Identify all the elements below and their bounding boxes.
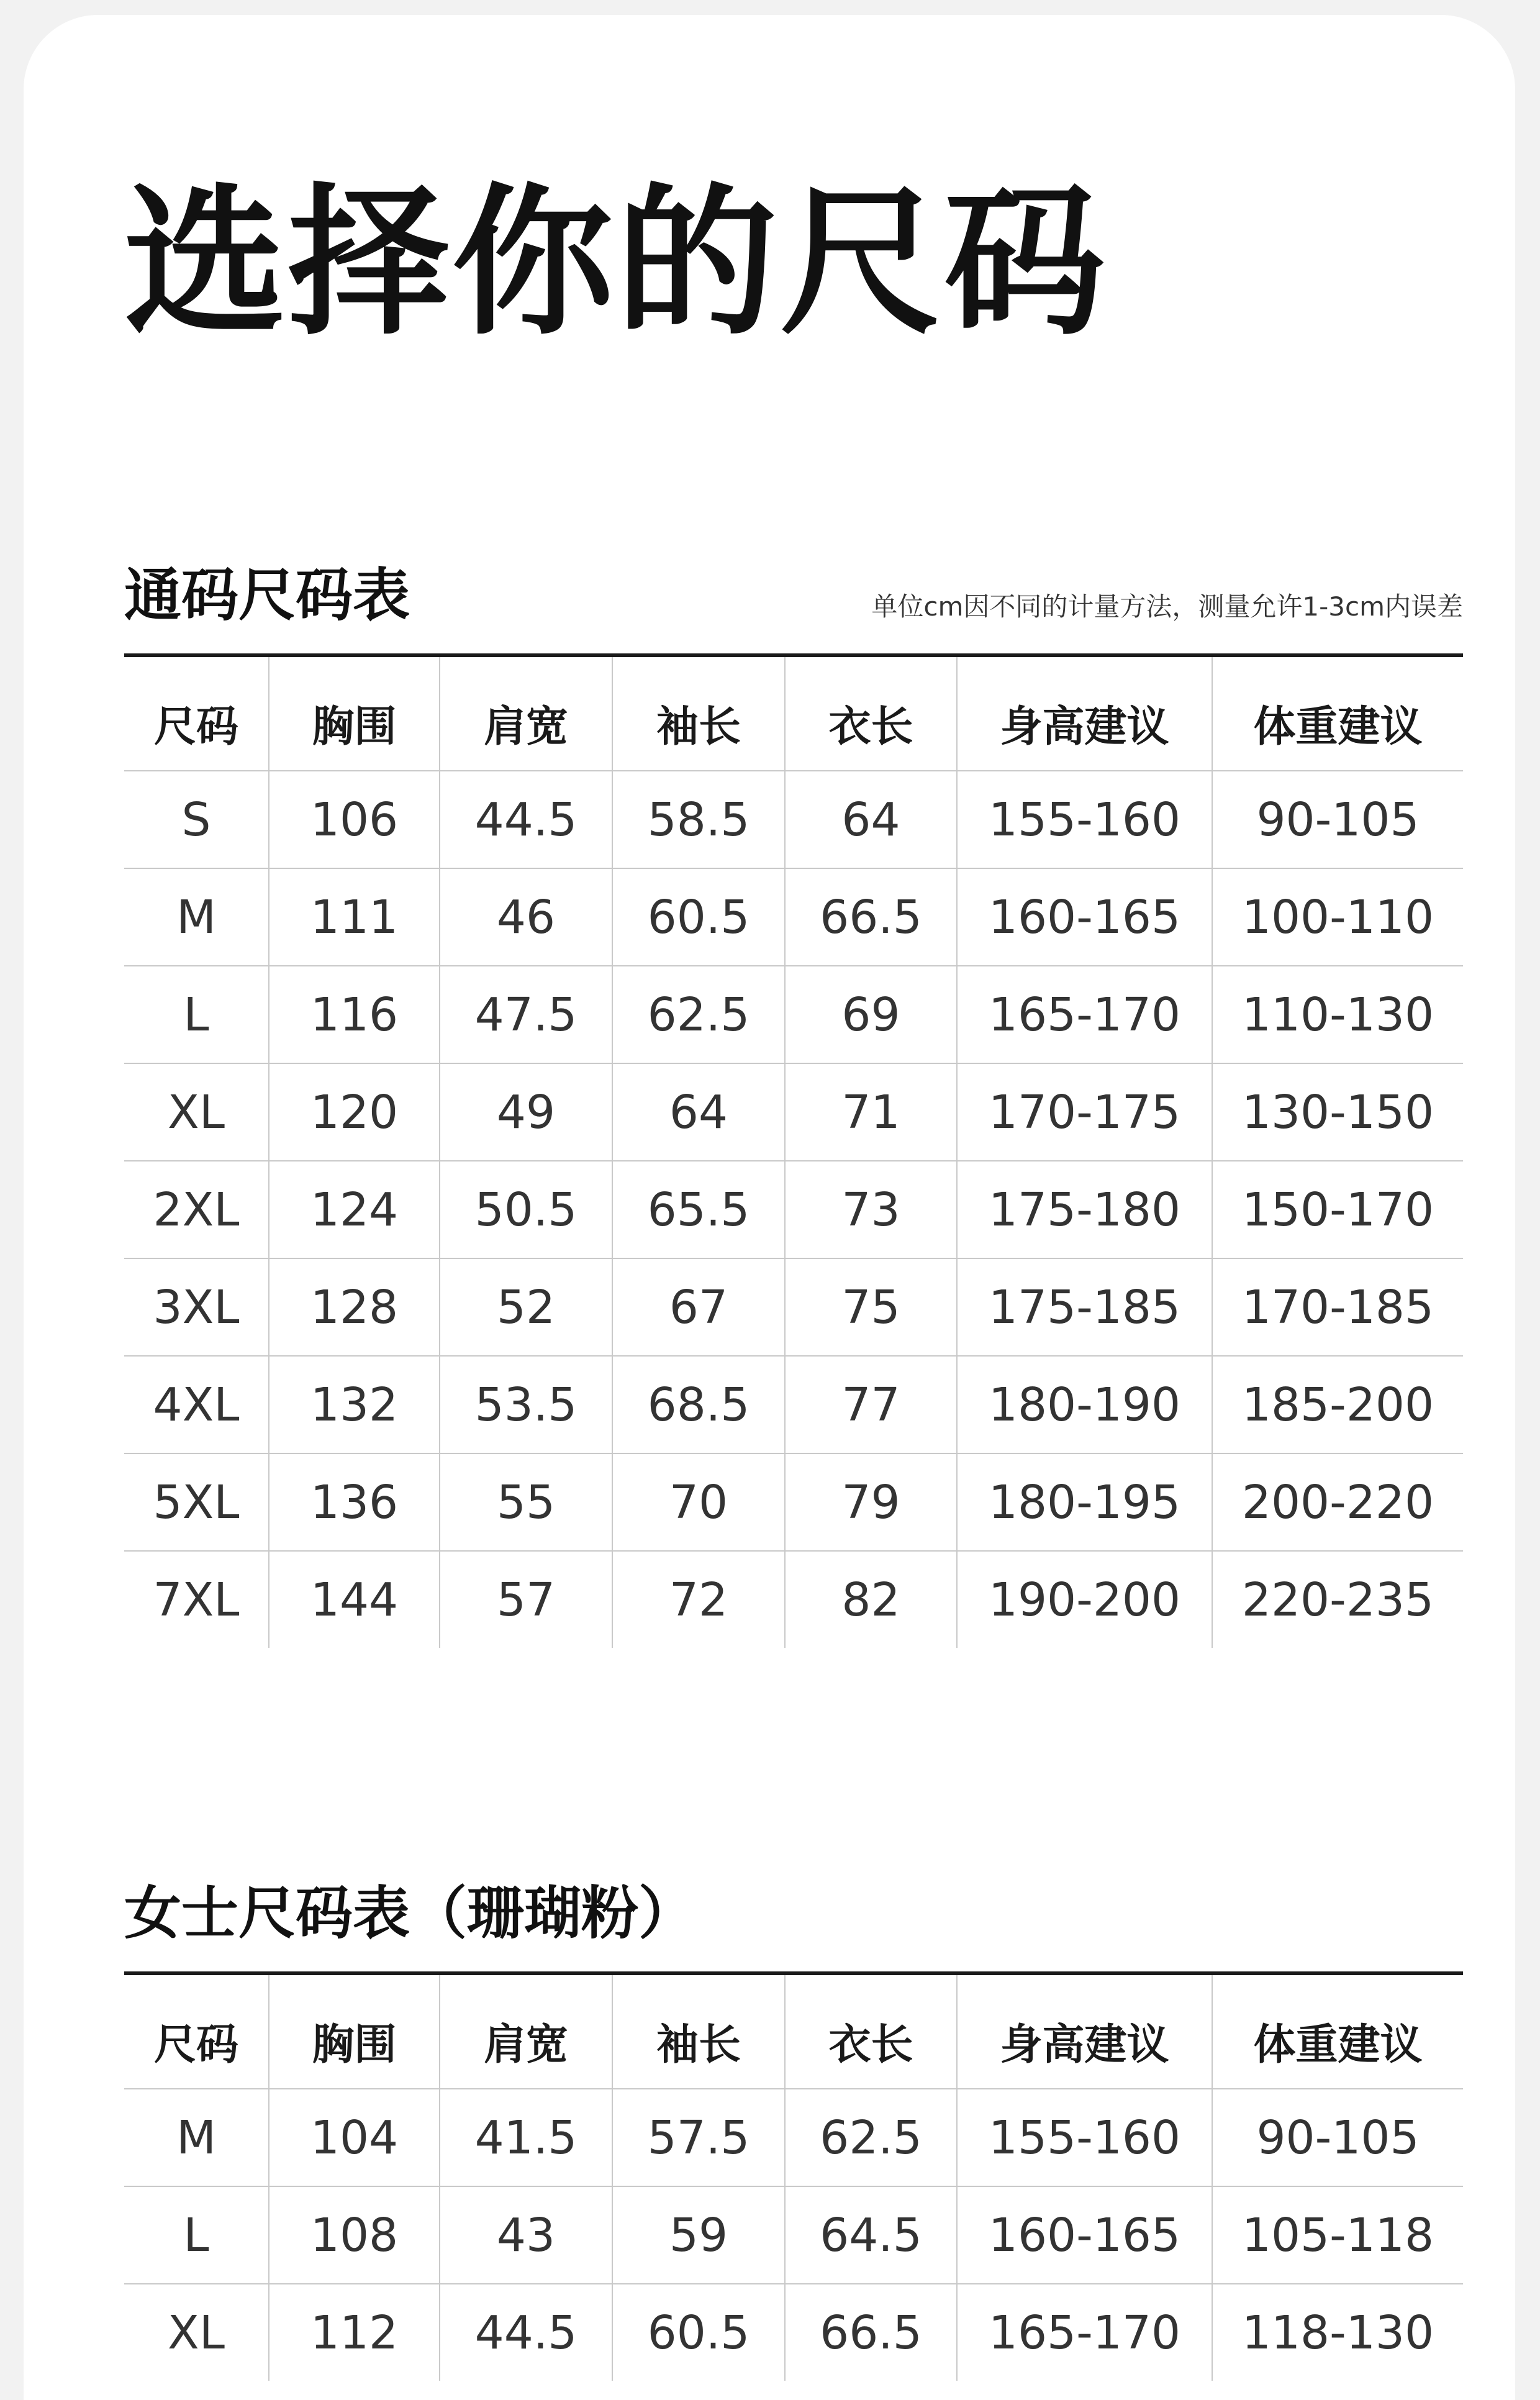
- table-header-row: [124, 1975, 1463, 2089]
- cell-weight: 130-150: [1212, 1063, 1463, 1161]
- cell-weight: 90-105: [1212, 2089, 1463, 2186]
- size-chart-card: [24, 15, 1515, 2400]
- column-header-sleeve: 袖长: [612, 657, 785, 771]
- column-header-chest: 胸围: [269, 657, 440, 771]
- column-header-chest: 胸围: [269, 1975, 440, 2089]
- cell-sleeve: 57.5: [612, 2089, 785, 2186]
- column-header-size: 尺码: [153, 702, 238, 752]
- table-row: [124, 2186, 1463, 2284]
- cell-chest: 106: [269, 771, 440, 868]
- cell-chest: 108: [269, 2186, 440, 2284]
- cell-length: 71: [785, 1063, 957, 1161]
- cell-weight: 90-105: [1212, 771, 1463, 868]
- cell-length: 64.5: [785, 2186, 957, 2284]
- cell-height: 180-195: [957, 1453, 1212, 1551]
- cell-shoulder: 52: [440, 1258, 612, 1356]
- cell-height: 165-170: [957, 2284, 1212, 2381]
- measurement-note: 单位cm因不同的计量方法，测量允许1-3cm内误差: [871, 591, 1463, 622]
- cell-weight: 185-200: [1212, 1356, 1463, 1453]
- cell-height: 175-185: [957, 1258, 1212, 1356]
- cell-chest: 136: [269, 1453, 440, 1551]
- table-row: [124, 1356, 1463, 1453]
- cell-height: 155-160: [957, 2089, 1212, 2186]
- column-header-sleeve: 袖长: [612, 1975, 785, 2089]
- cell-sleeve: 67: [612, 1258, 785, 1356]
- cell-weight: 110-130: [1212, 966, 1463, 1063]
- table-row: [124, 966, 1463, 1063]
- cell-sleeve: 72: [612, 1551, 785, 1648]
- cell-shoulder: 57: [440, 1551, 612, 1648]
- table-row: [124, 1551, 1463, 1648]
- cell-height: 165-170: [957, 966, 1212, 1063]
- cell-length: 75: [785, 1258, 957, 1356]
- cell-chest: 111: [269, 868, 440, 966]
- women-size-table: [124, 1975, 1463, 2381]
- cell-size: XL: [124, 2284, 269, 2381]
- column-header-shoulder: 肩宽: [440, 657, 612, 771]
- cell-shoulder: 43: [440, 2186, 612, 2284]
- cell-size: M: [124, 2089, 269, 2186]
- cell-weight: 220-235: [1212, 1551, 1463, 1648]
- cell-size: 3XL: [124, 1258, 269, 1356]
- cell-shoulder: 44.5: [440, 2284, 612, 2381]
- cell-weight: 150-170: [1212, 1161, 1463, 1258]
- cell-length: 77: [785, 1356, 957, 1453]
- column-header-length: 衣长: [785, 657, 957, 771]
- cell-length: 66.5: [785, 868, 957, 966]
- cell-shoulder: 55: [440, 1453, 612, 1551]
- cell-chest: 132: [269, 1356, 440, 1453]
- unisex-section-title: 通码尺码表: [124, 562, 410, 629]
- cell-height: 170-175: [957, 1063, 1212, 1161]
- cell-sleeve: 59: [612, 2186, 785, 2284]
- cell-weight: 118-130: [1212, 2284, 1463, 2381]
- column-header-height: 身高建议: [957, 657, 1212, 771]
- cell-shoulder: 47.5: [440, 966, 612, 1063]
- unisex-size-section: [124, 554, 1463, 1648]
- cell-chest: 124: [269, 1161, 440, 1258]
- cell-shoulder: 53.5: [440, 1356, 612, 1453]
- cell-sleeve: 60.5: [612, 2284, 785, 2381]
- cell-length: 82: [785, 1551, 957, 1648]
- cell-size: L: [124, 966, 269, 1063]
- cell-sleeve: 65.5: [612, 1161, 785, 1258]
- cell-height: 160-165: [957, 868, 1212, 966]
- cell-sleeve: 68.5: [612, 1356, 785, 1453]
- page-title: 选择你的尺码: [124, 170, 1108, 357]
- table-row: [124, 868, 1463, 966]
- column-header-weight: 体重建议: [1212, 657, 1463, 771]
- unisex-size-table: [124, 657, 1463, 1648]
- cell-size: S: [124, 771, 269, 868]
- cell-size: L: [124, 2186, 269, 2284]
- cell-weight: 170-185: [1212, 1258, 1463, 1356]
- cell-length: 73: [785, 1161, 957, 1258]
- cell-shoulder: 46: [440, 868, 612, 966]
- column-header-weight: 体重建议: [1212, 1975, 1463, 2089]
- women-size-section: [124, 1872, 1463, 2381]
- cell-sleeve: 58.5: [612, 771, 785, 868]
- column-header-size: 尺码: [153, 2020, 238, 2070]
- cell-sleeve: 62.5: [612, 966, 785, 1063]
- cell-shoulder: 44.5: [440, 771, 612, 868]
- column-header-length: 衣长: [785, 1975, 957, 2089]
- cell-sleeve: 64: [612, 1063, 785, 1161]
- table-row: [124, 2089, 1463, 2186]
- cell-size: XL: [124, 1063, 269, 1161]
- cell-length: 69: [785, 966, 957, 1063]
- cell-shoulder: 41.5: [440, 2089, 612, 2186]
- cell-chest: 104: [269, 2089, 440, 2186]
- table-row: [124, 1063, 1463, 1161]
- cell-height: 155-160: [957, 771, 1212, 868]
- table-row: [124, 1453, 1463, 1551]
- cell-length: 79: [785, 1453, 957, 1551]
- cell-shoulder: 49: [440, 1063, 612, 1161]
- table-header-row: [124, 657, 1463, 771]
- cell-chest: 144: [269, 1551, 440, 1648]
- cell-sleeve: 60.5: [612, 868, 785, 966]
- column-header-shoulder: 肩宽: [440, 1975, 612, 2089]
- cell-chest: 112: [269, 2284, 440, 2381]
- table-row: [124, 771, 1463, 868]
- cell-length: 64: [785, 771, 957, 868]
- column-header-height: 身高建议: [957, 1975, 1212, 2089]
- table-row: [124, 2284, 1463, 2381]
- cell-chest: 120: [269, 1063, 440, 1161]
- table-row: [124, 1161, 1463, 1258]
- cell-size: 7XL: [124, 1551, 269, 1648]
- table-row: [124, 1258, 1463, 1356]
- cell-height: 175-180: [957, 1161, 1212, 1258]
- cell-weight: 200-220: [1212, 1453, 1463, 1551]
- cell-length: 62.5: [785, 2089, 957, 2186]
- cell-size: 5XL: [124, 1453, 269, 1551]
- unisex-section-header: [124, 554, 1463, 657]
- cell-size: 2XL: [124, 1161, 269, 1258]
- cell-height: 190-200: [957, 1551, 1212, 1648]
- cell-size: 4XL: [124, 1356, 269, 1453]
- cell-chest: 116: [269, 966, 440, 1063]
- cell-weight: 100-110: [1212, 868, 1463, 966]
- cell-size: M: [124, 868, 269, 966]
- cell-chest: 128: [269, 1258, 440, 1356]
- cell-height: 180-190: [957, 1356, 1212, 1453]
- cell-sleeve: 70: [612, 1453, 785, 1551]
- cell-shoulder: 50.5: [440, 1161, 612, 1258]
- cell-height: 160-165: [957, 2186, 1212, 2284]
- cell-weight: 105-118: [1212, 2186, 1463, 2284]
- women-section-title: 女士尺码表（珊瑚粉）: [124, 1880, 696, 1947]
- women-section-header: [124, 1872, 1463, 1975]
- cell-length: 66.5: [785, 2284, 957, 2381]
